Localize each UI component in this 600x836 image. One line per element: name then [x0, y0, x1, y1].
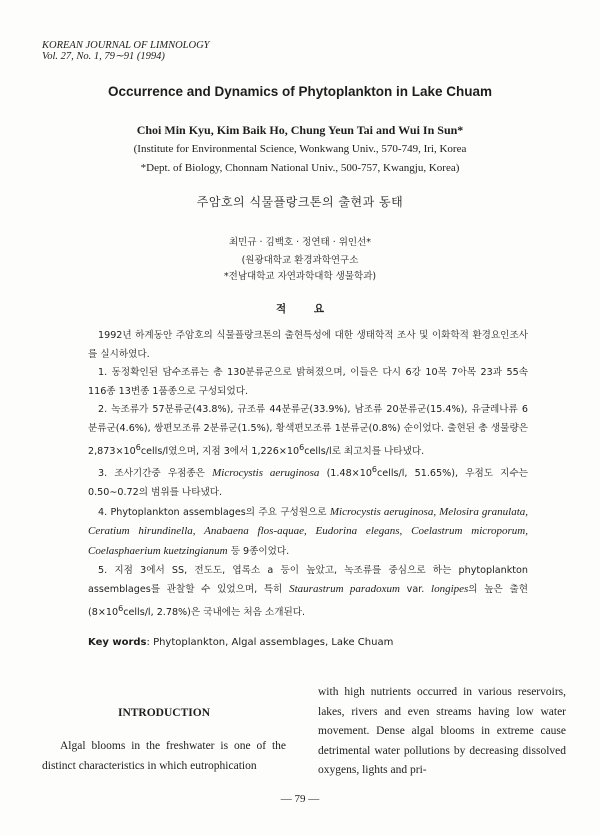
journal-volume: Vol. 27, No. 1, 79∼91 (1994): [42, 51, 165, 62]
affiliation-2: *Dept. of Biology, Chonnam National Univ., 500-757, Kwangju, Korea): [140, 162, 460, 174]
korean-affiliation-2: *전남대학교 자연과학대학 생물학과): [223, 271, 377, 282]
abstract-paragraph: 1992년 하계동안 주암호의 식물플랑크톤의 출현특성에 대한 생태학적 조사 및 이화학적 환경요인조사를 실시하였다.: [88, 330, 528, 360]
korean-title: 주암호의 식물플랑크톤의 출현과 동태: [196, 195, 404, 209]
abstract-paragraph: 5. 지점 3에서 SS, 전도도, 엽록소 a 등이 높았고, 녹조류를 중심으로 하는 phytoplankton assemblages를 관찰할 수 있었으며, 특히 Staurastrum paradoxum var. longipes의 높은 출현($8\times 10^6cells/l$, 2.78%)은 국내에는 처음 소개된다.: [88, 564, 528, 618]
journal-header: [42, 40, 210, 62]
keywords-text: : Phytoplankton, Algal assemblages, Lake Chuam: [146, 637, 394, 648]
introduction-left-column: Algal blooms in the freshwater is one of the distinct characteristics in which eutrophication: [42, 740, 286, 772]
abstract-body: [88, 327, 528, 622]
korean-affiliation-1: (원광대학교 환경과학연구소: [241, 255, 359, 266]
journal-name: KOREAN JOURNAL OF LIMNOLOGY: [42, 40, 210, 51]
paper-title: Occurrence and Dynamics of Phytoplankton in Lake Chuam: [107, 84, 493, 99]
abstract-paragraph: 1. 동정확인된 담수조류는 총 130분류군으로 밝혀졌으며, 이들은 다시 6강 10목 7아목 23과 55속 116종 13변종 1품종으로 구성되었다.: [88, 367, 528, 397]
affiliation-1: (Institute for Environmental Science, Wonkwang Univ., 570-749, Iri, Korea: [133, 143, 467, 155]
abstract-paragraph: 2. 녹조류가 57분류군(43.8%), 규조류 44분류군(33.9%), 남조류 20분류군(15.4%), 유글레나류 6분류군(4.6%), 쌍편모조류 2분류군(1.5%), 황색편모조류 1분류군(0.8%) 순이었다. 출현된 총 생물량은 $2,873\times 10^6cells/l$였으며, 지점 3에서 $1,226\times 10^6cells/l$로 최고치를 나타냈다.: [88, 404, 528, 457]
authors: Choi Min Kyu, Kim Baik Ho, Chung Yeun Tai and Wui In Sun*: [136, 123, 464, 137]
abstract-paragraph: 4. Phytoplankton assemblages의 주요 구성원으로 Microcystis aeruginosa, Melosira granulata, Ceratium hirundinella, Anabaena flos-aquae, Eudorina elegans, Coelastrum microporum, Coelasphaerium kuetzingianum 등 9종이었다.: [88, 505, 528, 557]
keywords: [88, 637, 528, 648]
abstract-heading: 적 요: [276, 303, 324, 315]
abstract-paragraph: 3. 조사기간중 우점종은 Microcystis aeruginosa ($1.48\times 10^6cells/l$, 51.65%), 우점도 지수는 0.50∼0.72의 범위를 나타냈다.: [88, 465, 528, 499]
introduction-right-column: with high nutrients occurred in various reservoirs, lakes, rivers and even streams having low water movement. Dense algal blooms in extreme cause detrimental water pollutions by decreasing dissolved oxygens, lights and pri-: [318, 686, 566, 776]
introduction-heading: INTRODUCTION: [117, 707, 210, 719]
page-number: — 79 —: [280, 793, 320, 805]
keywords-label: Key words: [88, 637, 147, 648]
korean-authors: 최민규 · 김백호 · 정연태 · 위인선*: [228, 237, 372, 248]
